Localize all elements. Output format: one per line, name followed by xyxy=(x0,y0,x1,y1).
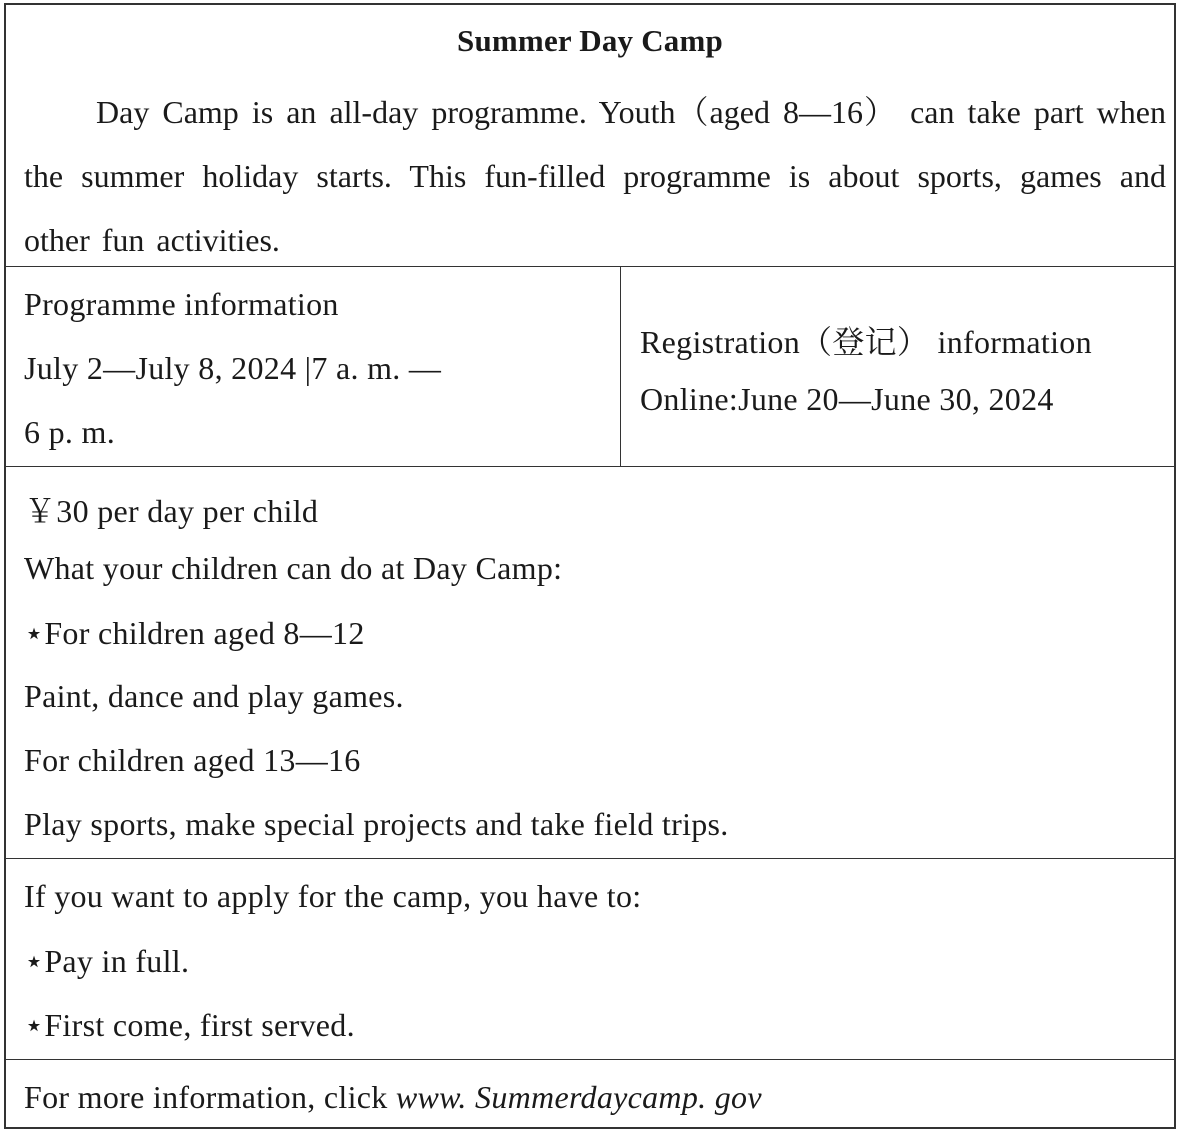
group2-heading: For children aged 13—16 xyxy=(24,742,361,778)
divider-2 xyxy=(6,466,1174,467)
notice-title: Summer Day Camp xyxy=(457,23,723,58)
apply-intro: If you want to apply for the camp, you have to: xyxy=(24,878,642,914)
apply-rule-1: ⋆Pay in full. xyxy=(24,943,190,979)
column-divider xyxy=(620,267,621,466)
divider-1 xyxy=(6,266,1174,267)
apply-rule-2: ⋆First come, first served. xyxy=(24,1007,355,1043)
activities-intro: What your children can do at Day Camp: xyxy=(24,550,563,586)
divider-4 xyxy=(6,1059,1174,1060)
intro-paragraph: Day Camp is an all-day programme. Youth（aged 8—16） can take part when the summer holiday starts. This fun-filled programme is about sports, games and other fun activities. xyxy=(24,94,1166,258)
programme-end-time: 6 p. m. xyxy=(24,414,115,450)
price: ￥30 per day per child xyxy=(24,493,319,529)
registration-heading: Registration（登记） information xyxy=(640,324,1092,360)
footer-line xyxy=(24,1079,762,1116)
footer-text: For more information, click xyxy=(24,1079,396,1115)
group1-activities: Paint, dance and play games. xyxy=(24,678,404,714)
notice-frame xyxy=(4,3,1176,1129)
programme-dates: July 2—July 8, 2024 |7 a. m. — xyxy=(24,350,442,386)
programme-heading: Programme information xyxy=(24,286,339,322)
website-link[interactable]: www. Summerdaycamp. gov xyxy=(395,1079,762,1115)
group1-heading: ⋆For children aged 8—12 xyxy=(24,615,365,651)
group2-activities: Play sports, make special projects and take field trips. xyxy=(24,806,729,842)
registration-online: Online:June 20—June 30, 2024 xyxy=(640,381,1054,417)
divider-3 xyxy=(6,858,1174,859)
